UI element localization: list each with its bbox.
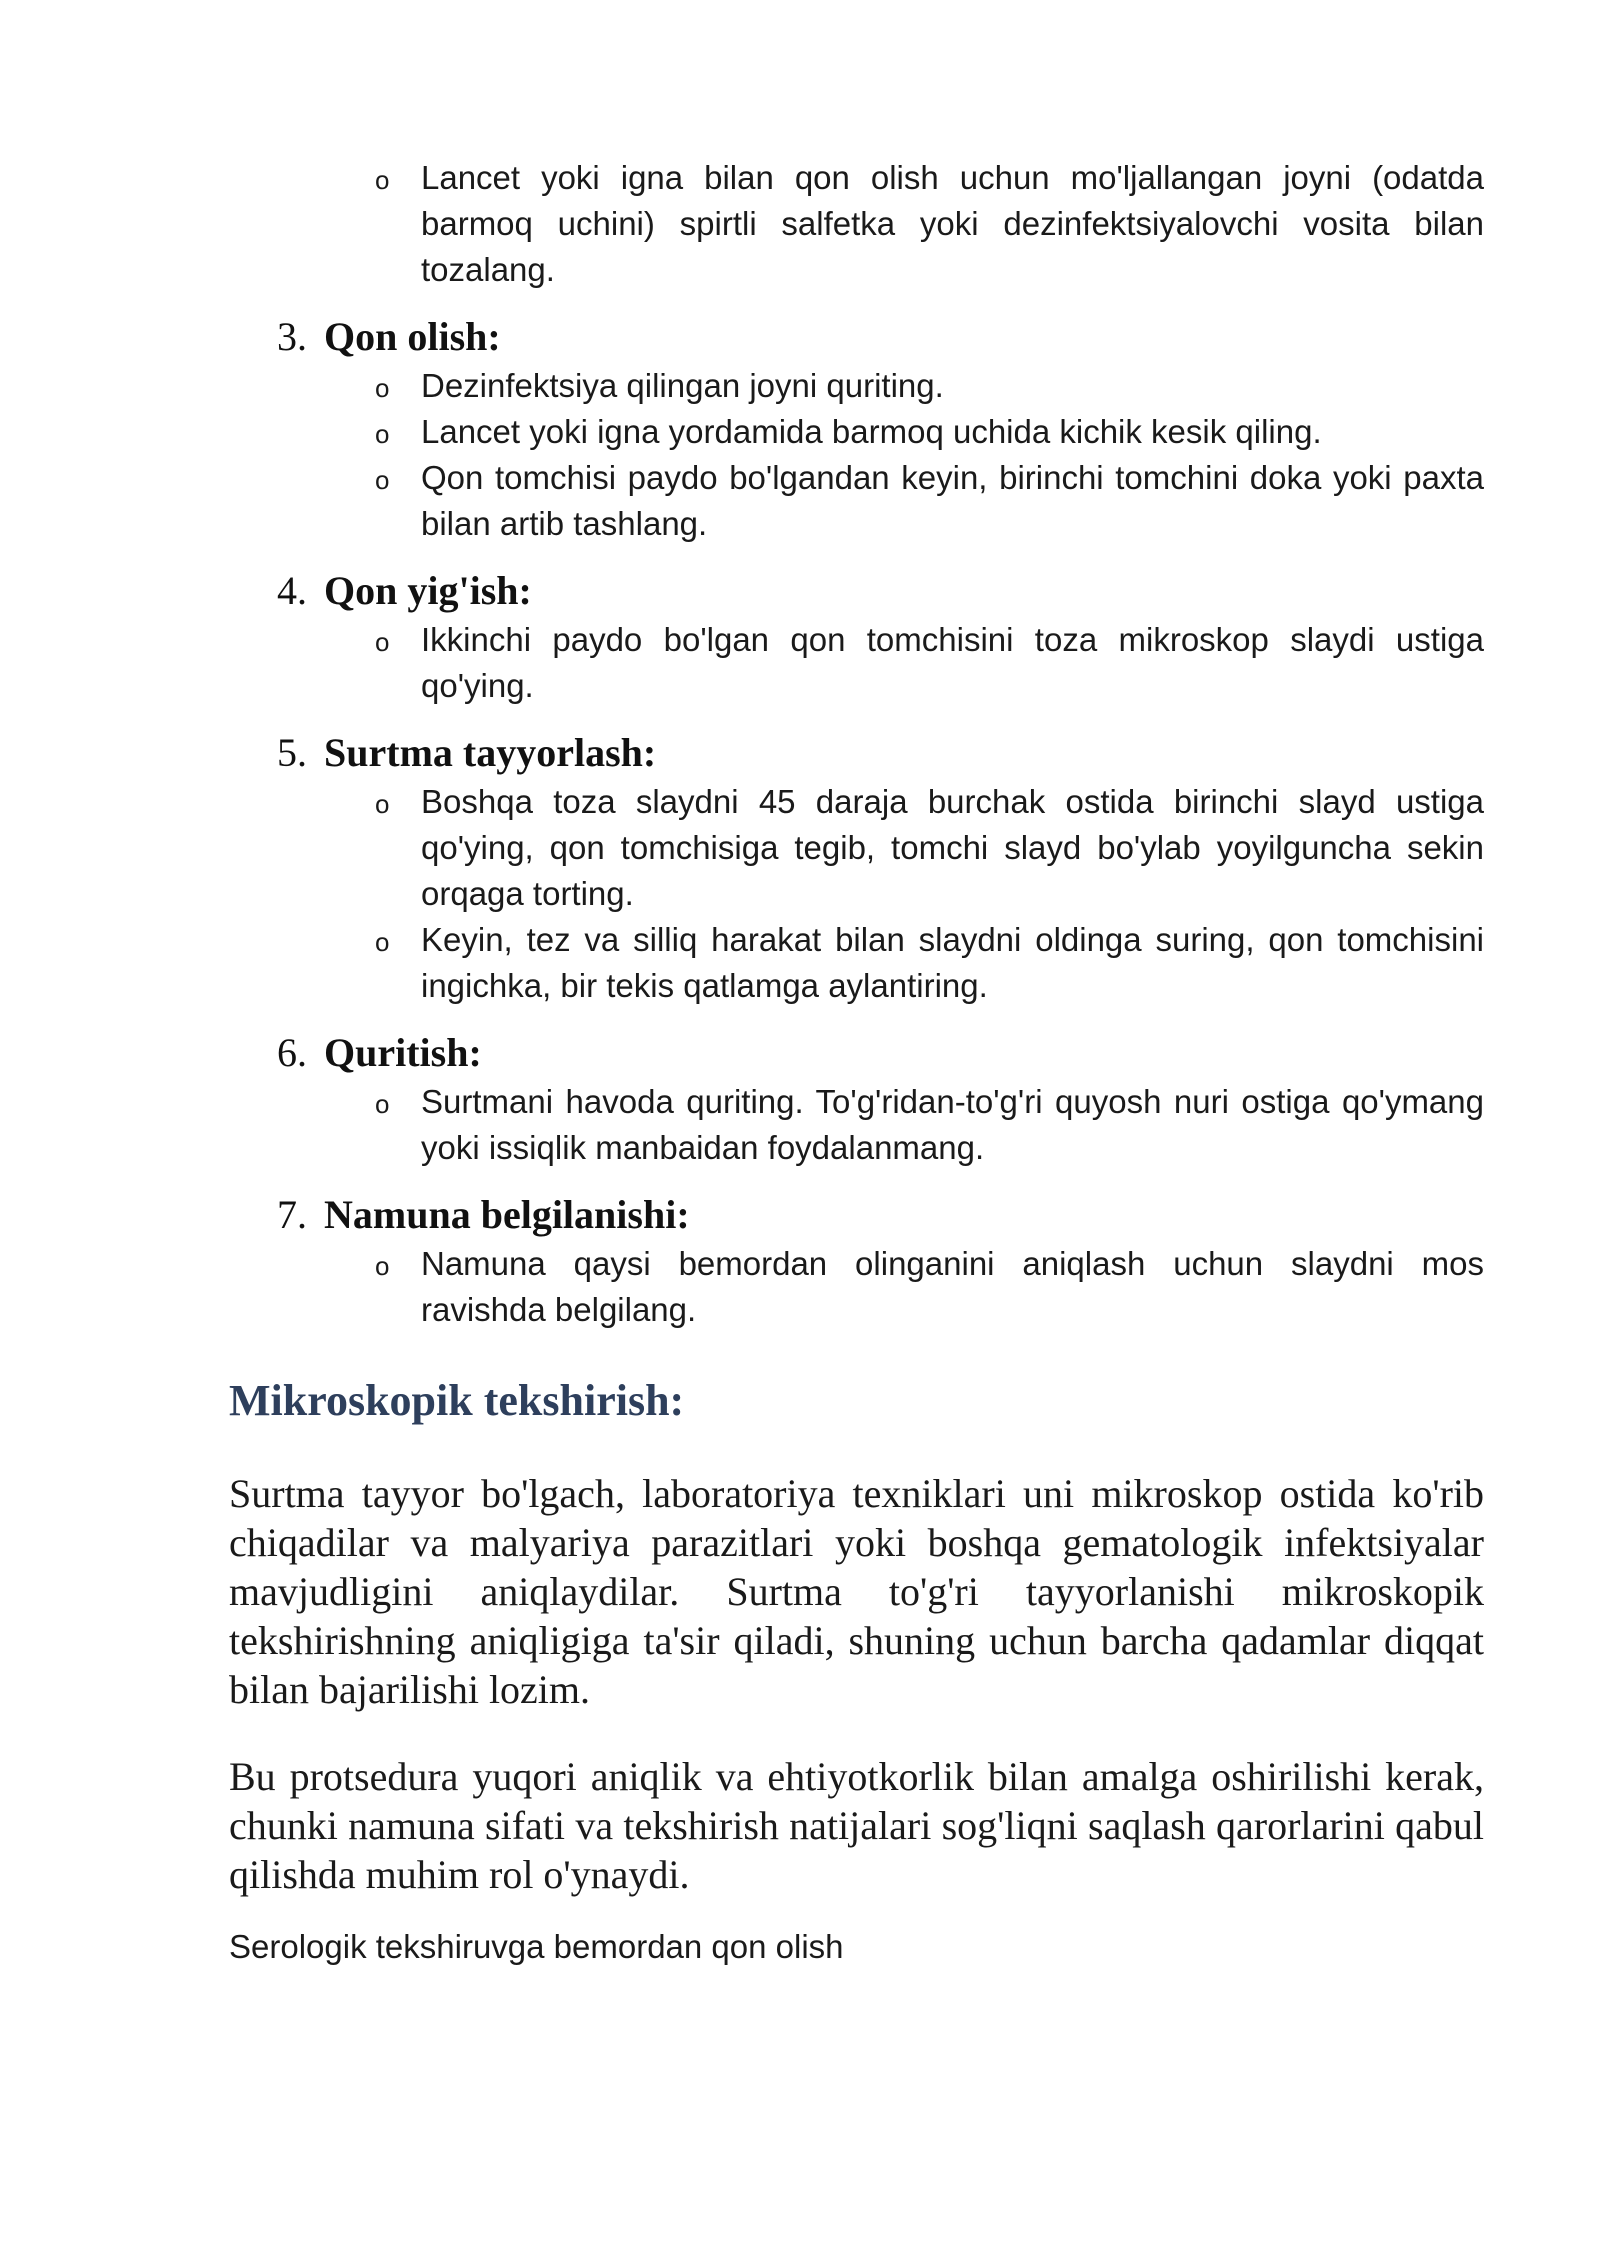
list-item [0, 455, 1484, 547]
bullet-text: Boshqa toza slaydni 45 daraja burchak ostida birinchi slayd ustiga qo'ying, qon tomchisiga tegib, tomchi slayd bo'ylab yoyilguncha sekin orqaga torting. [421, 783, 1484, 912]
step-heading [0, 1027, 1484, 1079]
paragraph: Bu protsedura yuqori aniqlik va ehtiyotkorlik bilan amalga oshirilishi kerak, chunki namuna sifati va tekshirish natijalari sog'liqni saqlash qarorlarini qabul qilishda muhim rol o'ynaydi. [229, 1754, 1484, 1897]
step-bullet-list [0, 779, 1484, 1009]
list-item [0, 155, 1484, 293]
step-block [0, 1027, 1484, 1171]
step-number: 6. [277, 1030, 307, 1075]
step-bullet-list [0, 1241, 1484, 1333]
bullet-mark: o [375, 373, 390, 403]
section-title: Mikroskopik tekshirish: [229, 1376, 685, 1425]
step-title: Namuna belgilanishi: [324, 1192, 690, 1237]
step-number: 7. [277, 1192, 307, 1237]
bullet-mark: o [375, 1251, 390, 1281]
step-heading [0, 1189, 1484, 1241]
bullet-text: Dezinfektsiya qilingan joyni quriting. [421, 367, 944, 404]
intro-bullet-list [229, 155, 1484, 293]
bullet-mark: o [375, 1089, 390, 1119]
bullet-mark: o [375, 465, 390, 495]
footer-text: Serologik tekshiruvga bemordan qon olish [229, 1928, 844, 1965]
bullet-text: Keyin, tez va silliq harakat bilan slaydni oldinga suring, qon tomchisini ingichka, bir tekis qatlamga aylantiring. [421, 921, 1484, 1004]
bullet-mark: o [375, 789, 390, 819]
step-heading [0, 727, 1484, 779]
list-item [0, 409, 1484, 455]
step-bullet-list [0, 1079, 1484, 1171]
step-block [0, 565, 1484, 709]
bullet-text: Ikkinchi paydo bo'lgan qon tomchisini toza mikroskop slaydi ustiga qo'ying. [421, 621, 1484, 704]
step-heading [0, 311, 1484, 363]
steps-list [0, 311, 1484, 1333]
paragraph: Surtma tayyor bo'lgach, laboratoriya texniklari uni mikroskop ostida ko'rib chiqadilar va malyariya parazitlari yoki boshqa gematologik infektsiyalar mavjudligini aniqlaydilar. Surtma to'g'ri tayyorlanishi mikroskopik tekshirishning aniqligiga ta'sir qiladi, shuning uchun barcha qadamlar diqqat bilan bajarilishi lozim. [229, 1471, 1484, 1712]
bullet-mark: o [375, 927, 390, 957]
bullet-mark: o [375, 419, 390, 449]
bullet-text: Qon tomchisi paydo bo'lgandan keyin, birinchi tomchini doka yoki paxta bilan artib tashlang. [421, 459, 1484, 542]
bullet-mark: o [375, 627, 390, 657]
step-heading [0, 565, 1484, 617]
bullet-mark: o [375, 165, 390, 195]
step-block [0, 727, 1484, 1009]
list-item [0, 617, 1484, 709]
step-bullet-list [0, 363, 1484, 547]
step-title: Qon olish: [324, 314, 501, 359]
list-item [0, 1079, 1484, 1171]
step-title: Qon yig'ish: [324, 568, 532, 613]
bullet-text: Lancet yoki igna bilan qon olish uchun mo'ljallangan joyni (odatda barmoq uchini) spirtli salfetka yoki dezinfektsiyalovchi vosita bilan tozalang. [421, 159, 1484, 288]
step-number: 3. [277, 314, 307, 359]
step-block [0, 1189, 1484, 1333]
bullet-text: Surtmani havoda quriting. To'g'ridan-to'g'ri quyosh nuri ostiga qo'ymang yoki issiqlik manbaidan foydalanmang. [421, 1083, 1484, 1166]
step-title: Quritish: [324, 1030, 482, 1075]
list-item [0, 1241, 1484, 1333]
bullet-text: Namuna qaysi bemordan olinganini aniqlash uchun slaydni mos ravishda belgilang. [421, 1245, 1484, 1328]
step-number: 5. [277, 730, 307, 775]
step-number: 4. [277, 568, 307, 613]
list-item [0, 363, 1484, 409]
list-item [0, 917, 1484, 1009]
step-bullet-list [0, 617, 1484, 709]
bullet-text: Lancet yoki igna yordamida barmoq uchida kichik kesik qiling. [421, 413, 1322, 450]
list-item [0, 779, 1484, 917]
step-title: Surtma tayyorlash: [324, 730, 657, 775]
step-block [0, 311, 1484, 547]
